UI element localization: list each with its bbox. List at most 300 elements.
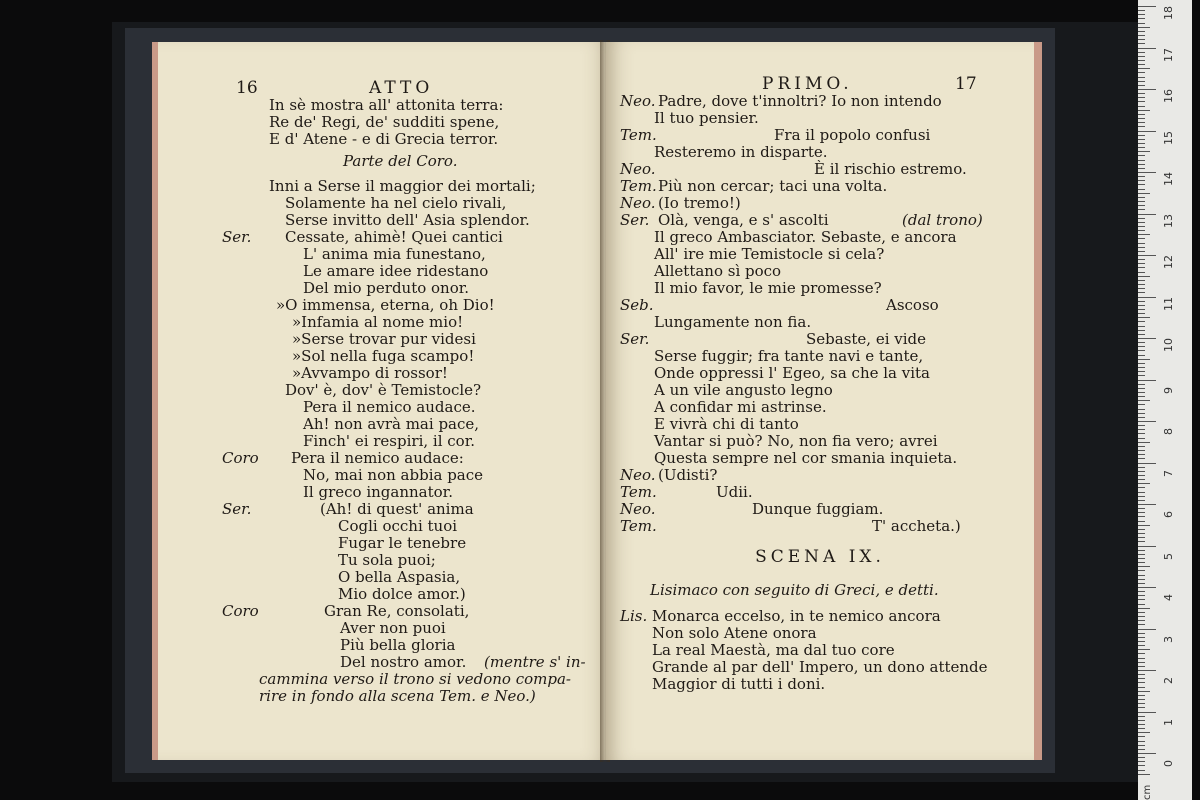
verse-line: Vantar si può? No, non fia vero; avrei — [654, 432, 938, 450]
ruler-tick — [1138, 413, 1145, 414]
ruler-label: 6 — [1162, 511, 1175, 518]
ruler-tick — [1138, 326, 1145, 327]
ruler-tick — [1138, 135, 1145, 136]
ruler-tick — [1138, 259, 1145, 260]
ruler-tick — [1138, 118, 1145, 119]
stage-direction: rire in fondo alla scena Tem. e Neo.) — [259, 687, 536, 705]
ruler-label: 16 — [1162, 89, 1175, 103]
verse-line: Il mio favor, le mie promesse? — [654, 279, 882, 297]
ruler-tick — [1138, 533, 1145, 534]
ruler-label: 9 — [1162, 386, 1175, 394]
ruler-tick — [1138, 599, 1145, 600]
ruler-label: 12 — [1162, 255, 1175, 269]
ruler-tick — [1138, 189, 1145, 190]
ruler-tick — [1138, 234, 1150, 235]
verse-line: Pera il nemico audace. — [303, 398, 476, 416]
ruler-tick — [1138, 101, 1145, 102]
ruler-label: 10 — [1162, 338, 1175, 352]
ruler-tick — [1138, 579, 1145, 580]
ruler-tick — [1138, 691, 1150, 692]
ruler-label: 0 — [1162, 760, 1175, 767]
verse-line: Dov' è, dov' è Temistocle? — [285, 381, 482, 399]
ruler-tick — [1138, 85, 1145, 86]
ruler-tick — [1138, 222, 1145, 223]
ruler-tick — [1138, 263, 1145, 264]
ruler-tick — [1138, 404, 1145, 405]
stage-direction: cammina verso il trono si vedono compa- — [259, 670, 572, 688]
ruler-tick — [1138, 139, 1145, 140]
ruler-tick — [1138, 649, 1150, 650]
verse-line: Questa sempre nel cor smania inquieta. — [654, 449, 958, 467]
ruler-tick — [1138, 330, 1145, 331]
ruler-unit: cm — [1142, 784, 1153, 800]
ruler-tick — [1138, 106, 1145, 107]
verse-line: Le amare idee ridestano — [303, 262, 489, 280]
verse-line: Padre, dove t'innoltri? Io non intendo — [658, 92, 942, 110]
ruler-tick — [1138, 753, 1156, 754]
verse-line: »Serse trovar pur videsi — [292, 330, 476, 348]
ruler-tick — [1138, 201, 1145, 202]
verse-line: Dunque fuggiam. — [752, 500, 884, 518]
verse-line: Sebaste, ei vide — [806, 330, 927, 348]
ruler-tick — [1138, 641, 1145, 642]
ruler-tick — [1138, 575, 1145, 576]
verse-line: Cessate, ahimè! Quei cantici — [285, 228, 503, 246]
ruler-tick — [1138, 707, 1145, 708]
verse-line: Lungamente non fia. — [654, 313, 812, 331]
ruler-label: 4 — [1162, 594, 1175, 601]
verse-line: In sè mostra all' attonita terra: — [269, 96, 504, 114]
verse-line: Mio dolce amor.) — [338, 585, 466, 603]
verse-line: Più non cercar; taci una volta. — [658, 177, 888, 195]
verse-line: Non solo Atene onora — [652, 624, 817, 642]
ruler-tick — [1138, 313, 1145, 314]
ruler-tick — [1138, 48, 1156, 49]
ruler-tick — [1138, 716, 1145, 717]
speaker-label: Lis. — [620, 607, 648, 625]
ruler-tick — [1138, 662, 1145, 663]
ruler-tick — [1138, 317, 1150, 318]
verse-line: (Udisti? — [658, 466, 718, 484]
ruler-tick — [1138, 508, 1145, 509]
ruler-tick — [1138, 375, 1145, 376]
verse-line: Ascoso — [886, 296, 939, 314]
verse-line: (Ah! di quest' anima — [320, 500, 474, 518]
ruler-tick — [1138, 446, 1145, 447]
ruler-tick — [1138, 433, 1145, 434]
verse-line: All' ire mie Temistocle si cela? — [654, 245, 885, 263]
ruler-tick — [1138, 554, 1145, 555]
ruler-tick — [1138, 305, 1145, 306]
ruler-tick — [1138, 355, 1145, 356]
ruler-tick — [1138, 438, 1145, 439]
ruler-tick — [1138, 35, 1145, 36]
ruler-tick — [1138, 110, 1150, 111]
speaker-label: Tem. — [620, 483, 657, 501]
ruler-label: 1 — [1162, 718, 1175, 726]
verse-line: Del mio perduto onor. — [303, 279, 470, 297]
ruler-tick — [1138, 6, 1156, 7]
ruler-tick — [1138, 720, 1145, 721]
ruler-tick — [1138, 674, 1145, 675]
ruler-tick — [1138, 251, 1145, 252]
ruler-tick — [1138, 168, 1145, 169]
ruler-tick — [1138, 218, 1145, 219]
verse-line: E d' Atene - e di Grecia terror. — [269, 130, 499, 148]
ruler-tick — [1138, 595, 1145, 596]
verse-line: Olà, venga, e s' ascolti — [658, 211, 829, 229]
ruler-tick — [1138, 31, 1145, 32]
verse-line: Grande al par dell' Impero, un dono attende — [652, 658, 988, 676]
speaker-label: Ser. — [620, 211, 650, 229]
ruler-tick — [1138, 429, 1145, 430]
ruler-tick — [1138, 122, 1145, 123]
ruler-tick — [1138, 566, 1150, 567]
verse-line: Serse fuggir; fra tante navi e tante, — [654, 347, 924, 365]
ruler-tick — [1138, 682, 1145, 683]
ruler-tick — [1138, 193, 1150, 194]
ruler-tick — [1138, 487, 1145, 488]
ruler-tick — [1138, 500, 1145, 501]
ruler-tick — [1138, 309, 1145, 310]
ruler-tick — [1138, 678, 1145, 679]
ruler-tick — [1138, 492, 1145, 493]
ruler-tick — [1138, 180, 1145, 181]
ruler-tick — [1138, 160, 1145, 161]
verse-line: (Io tremo!) — [658, 194, 741, 212]
verse-line: Gran Re, consolati, — [324, 602, 470, 620]
ruler-tick — [1138, 301, 1145, 302]
ruler-tick — [1138, 155, 1145, 156]
speaker-label: Coro — [222, 602, 259, 620]
ruler-tick — [1138, 247, 1145, 248]
ruler-tick — [1138, 479, 1145, 480]
ruler-tick — [1138, 765, 1145, 766]
ruler-label: 3 — [1162, 635, 1175, 643]
verse-line: Inni a Serse il maggior dei mortali; — [269, 177, 536, 195]
ruler-tick — [1138, 504, 1156, 505]
ruler-tick — [1138, 272, 1145, 273]
ruler-tick — [1138, 521, 1145, 522]
ruler-tick — [1138, 745, 1145, 746]
ruler-tick — [1138, 205, 1145, 206]
ruler-tick — [1138, 64, 1145, 65]
ruler-tick — [1138, 687, 1145, 688]
ruler-tick — [1138, 695, 1145, 696]
ruler-tick — [1138, 608, 1150, 609]
ruler-label: 13 — [1162, 213, 1175, 228]
ruler-tick — [1138, 52, 1145, 53]
ruler-tick — [1138, 761, 1145, 762]
running-head: PRIMO. — [762, 74, 853, 94]
ruler-tick — [1138, 616, 1145, 617]
ruler-label: 11 — [1162, 296, 1175, 311]
ruler-tick — [1138, 143, 1145, 144]
ruler-tick — [1138, 463, 1156, 464]
ruler-tick — [1138, 612, 1145, 613]
ruler-tick — [1138, 18, 1145, 19]
ruler-tick — [1138, 267, 1145, 268]
verse-line: Il greco ingannator. — [303, 483, 453, 501]
speaker-label: Tem. — [620, 517, 657, 535]
ruler-tick — [1138, 81, 1145, 82]
ruler-label: 18 — [1162, 6, 1175, 20]
ruler-tick — [1138, 450, 1145, 451]
verse-line: Resteremo in disparte. — [654, 143, 828, 161]
ruler-tick — [1138, 666, 1145, 667]
ruler-tick — [1138, 732, 1150, 733]
verse-line: Il greco Ambasciator. Sebaste, e ancora — [654, 228, 957, 246]
verse-line: No, mai non abbia pace — [303, 466, 484, 484]
ruler-tick — [1138, 184, 1145, 185]
ruler-tick — [1138, 483, 1150, 484]
speaker-label: Neo. — [620, 500, 656, 518]
ruler-tick — [1138, 591, 1145, 592]
ruler-tick — [1138, 209, 1145, 210]
ruler-tick — [1138, 214, 1156, 215]
ruler-tick — [1138, 346, 1145, 347]
ruler-tick — [1138, 147, 1145, 148]
ruler-tick — [1138, 367, 1145, 368]
ruler-tick — [1138, 670, 1156, 671]
measurement-ruler — [1138, 0, 1192, 800]
ruler-tick — [1138, 342, 1145, 343]
ruler-tick — [1138, 151, 1150, 152]
ruler-tick — [1138, 384, 1145, 385]
ruler-tick — [1138, 475, 1145, 476]
ruler-tick — [1138, 60, 1145, 61]
ruler-tick — [1138, 774, 1150, 775]
verse-line: Il tuo pensier. — [654, 109, 759, 127]
speaker-label: Coro — [222, 449, 259, 467]
ruler-tick — [1138, 583, 1145, 584]
ruler-tick — [1138, 541, 1145, 542]
verse-line: Allettano sì poco — [654, 262, 782, 280]
ruler-tick — [1138, 23, 1145, 24]
ruler-label: 2 — [1162, 677, 1175, 684]
stage-heading: Parte del Coro. — [343, 152, 458, 170]
ruler-tick — [1138, 421, 1156, 422]
right-page — [606, 42, 1042, 760]
ruler-tick — [1138, 454, 1145, 455]
speaker-label: Seb. — [620, 296, 654, 314]
ruler-tick — [1138, 226, 1145, 227]
ruler-tick — [1138, 172, 1156, 173]
ruler-tick — [1138, 637, 1145, 638]
verse-line: »Avvampo di rossor! — [292, 364, 448, 382]
ruler-tick — [1138, 537, 1145, 538]
ruler-tick — [1138, 400, 1150, 401]
ruler-tick — [1138, 388, 1145, 389]
ruler-tick — [1138, 350, 1145, 351]
ruler-tick — [1138, 550, 1145, 551]
verse-line: Monarca eccelso, in te nemico ancora — [652, 607, 941, 625]
ruler-tick — [1138, 338, 1156, 339]
ruler-label: 14 — [1162, 172, 1175, 186]
verse-line: Ah! non avrà mai pace, — [303, 415, 480, 433]
ruler-label: 7 — [1162, 469, 1175, 477]
ruler-tick — [1138, 72, 1145, 73]
verse-line: Più bella gloria — [340, 636, 456, 654]
ruler-tick — [1138, 164, 1145, 165]
ruler-tick — [1138, 392, 1145, 393]
ruler-tick — [1138, 658, 1145, 659]
ruler-tick — [1138, 43, 1145, 44]
ruler-label: 15 — [1162, 130, 1175, 145]
stage-direction: (mentre s' in- — [484, 653, 586, 671]
ruler-tick — [1138, 97, 1145, 98]
ruler-tick — [1138, 321, 1145, 322]
verse-line: O bella Aspasia, — [338, 568, 461, 586]
verse-line: »O immensa, eterna, oh Dio! — [276, 296, 495, 314]
verse-line: Re de' Regi, de' sudditi spene, — [269, 113, 500, 131]
speaker-label: Neo. — [620, 466, 656, 484]
running-head: ATTO — [369, 78, 434, 98]
ruler-tick — [1138, 529, 1145, 530]
ruler-tick — [1138, 724, 1145, 725]
ruler-tick — [1138, 703, 1145, 704]
verse-line: Cogli occhi tuoi — [338, 517, 458, 535]
verse-line: Solamente ha nel cielo rivali, — [285, 194, 507, 212]
ruler-tick — [1138, 126, 1145, 127]
ruler-tick — [1138, 624, 1145, 625]
ruler-tick — [1138, 471, 1145, 472]
speaker-label: Neo. — [620, 194, 656, 212]
verse-line: A un vile angusto legno — [654, 381, 833, 399]
verse-line: La real Maestà, ma dal tuo core — [652, 641, 895, 659]
verse-line: Fra il popolo confusi — [774, 126, 931, 144]
ruler-tick — [1138, 442, 1150, 443]
verse-line: Tu sola puoi; — [338, 551, 436, 569]
ruler-tick — [1138, 371, 1145, 372]
ruler-tick — [1138, 570, 1145, 571]
ruler-tick — [1138, 458, 1145, 459]
ruler-tick — [1138, 604, 1145, 605]
ruler-label: 5 — [1162, 552, 1175, 560]
ruler-tick — [1138, 56, 1145, 57]
ruler-tick — [1138, 409, 1145, 410]
ruler-tick — [1138, 77, 1145, 78]
ruler-tick — [1138, 176, 1145, 177]
ruler-tick — [1138, 496, 1145, 497]
ruler-tick — [1138, 359, 1150, 360]
ruler-tick — [1138, 197, 1145, 198]
ruler-tick — [1138, 699, 1145, 700]
ruler-tick — [1138, 770, 1145, 771]
ruler-tick — [1138, 467, 1145, 468]
ruler-tick — [1138, 280, 1145, 281]
page-number: 16 — [236, 78, 258, 98]
verse-line: Del nostro amor. — [340, 653, 467, 671]
ruler-tick — [1138, 284, 1145, 285]
verse-line: E vivrà chi di tanto — [654, 415, 799, 433]
ruler-tick — [1138, 757, 1145, 758]
verse-line: L' anima mia funestano, — [303, 245, 486, 263]
ruler-tick — [1138, 297, 1156, 298]
ruler-tick — [1138, 728, 1145, 729]
verse-line: Udii. — [716, 483, 753, 501]
verse-line: Serse invitto dell' Asia splendor. — [285, 211, 530, 229]
verse-line: Maggior di tutti i doni. — [652, 675, 826, 693]
ruler-tick — [1138, 645, 1145, 646]
page-number: 17 — [955, 74, 977, 94]
speaker-label: Neo. — [620, 92, 656, 110]
ruler-tick — [1138, 238, 1145, 239]
speaker-label: Tem. — [620, 177, 657, 195]
ruler-tick — [1138, 546, 1156, 547]
verse-line: Pera il nemico audace: — [291, 449, 464, 467]
scene-cast: Lisimaco con seguito di Greci, e detti. — [650, 581, 939, 599]
verse-line: »Infamia al nome mio! — [292, 313, 464, 331]
verse-line: Fugar le tenebre — [338, 534, 467, 552]
ruler-tick — [1138, 334, 1145, 335]
left-page — [152, 42, 610, 760]
ruler-tick — [1138, 629, 1156, 630]
speaker-label: Neo. — [620, 160, 656, 178]
ruler-tick — [1138, 255, 1156, 256]
ruler-tick — [1138, 93, 1145, 94]
ruler-tick — [1138, 562, 1145, 563]
ruler-tick — [1138, 749, 1145, 750]
ruler-tick — [1138, 512, 1145, 513]
verse-line: È il rischio estremo. — [814, 160, 967, 178]
ruler-tick — [1138, 243, 1145, 244]
speaker-label: Ser. — [620, 330, 650, 348]
verse-line: Finch' ei respiri, il cor. — [303, 432, 475, 450]
speaker-label: Ser. — [222, 500, 252, 518]
ruler-tick — [1138, 114, 1145, 115]
ruler-tick — [1138, 288, 1145, 289]
ruler-tick — [1138, 620, 1145, 621]
ruler-tick — [1138, 89, 1156, 90]
ruler-tick — [1138, 276, 1150, 277]
ruler-tick — [1138, 653, 1145, 654]
speaker-label: Tem. — [620, 126, 657, 144]
ruler-tick — [1138, 230, 1145, 231]
verse-line: A confidar mi astrinse. — [654, 398, 827, 416]
verse-line: Onde oppressi l' Egeo, sa che la vita — [654, 364, 930, 382]
ruler-tick — [1138, 712, 1156, 713]
stage-direction: (dal trono) — [902, 211, 983, 229]
ruler-tick — [1138, 292, 1145, 293]
ruler-tick — [1138, 363, 1145, 364]
ruler-tick — [1138, 380, 1156, 381]
ruler-tick — [1138, 516, 1145, 517]
verse-line: T' accheta.) — [872, 517, 961, 535]
ruler-tick — [1138, 131, 1156, 132]
ruler-tick — [1138, 14, 1145, 15]
verse-line: Aver non puoi — [340, 619, 446, 637]
ruler-tick — [1138, 417, 1145, 418]
ruler-tick — [1138, 587, 1156, 588]
ruler-tick — [1138, 633, 1145, 634]
ruler-tick — [1138, 27, 1150, 28]
ruler-tick — [1138, 425, 1145, 426]
ruler-tick — [1138, 68, 1150, 69]
verse-line: »Sol nella fuga scampo! — [292, 347, 475, 365]
ruler-label: 8 — [1162, 428, 1175, 435]
ruler-tick — [1138, 741, 1145, 742]
ruler-tick — [1138, 10, 1145, 11]
ruler-tick — [1138, 525, 1150, 526]
scene-heading: SCENA IX. — [755, 547, 885, 567]
ruler-label: 17 — [1162, 47, 1175, 62]
speaker-label: Ser. — [222, 228, 252, 246]
ruler-tick — [1138, 736, 1145, 737]
ruler-tick — [1138, 396, 1145, 397]
ruler-tick — [1138, 558, 1145, 559]
ruler-tick — [1138, 39, 1145, 40]
